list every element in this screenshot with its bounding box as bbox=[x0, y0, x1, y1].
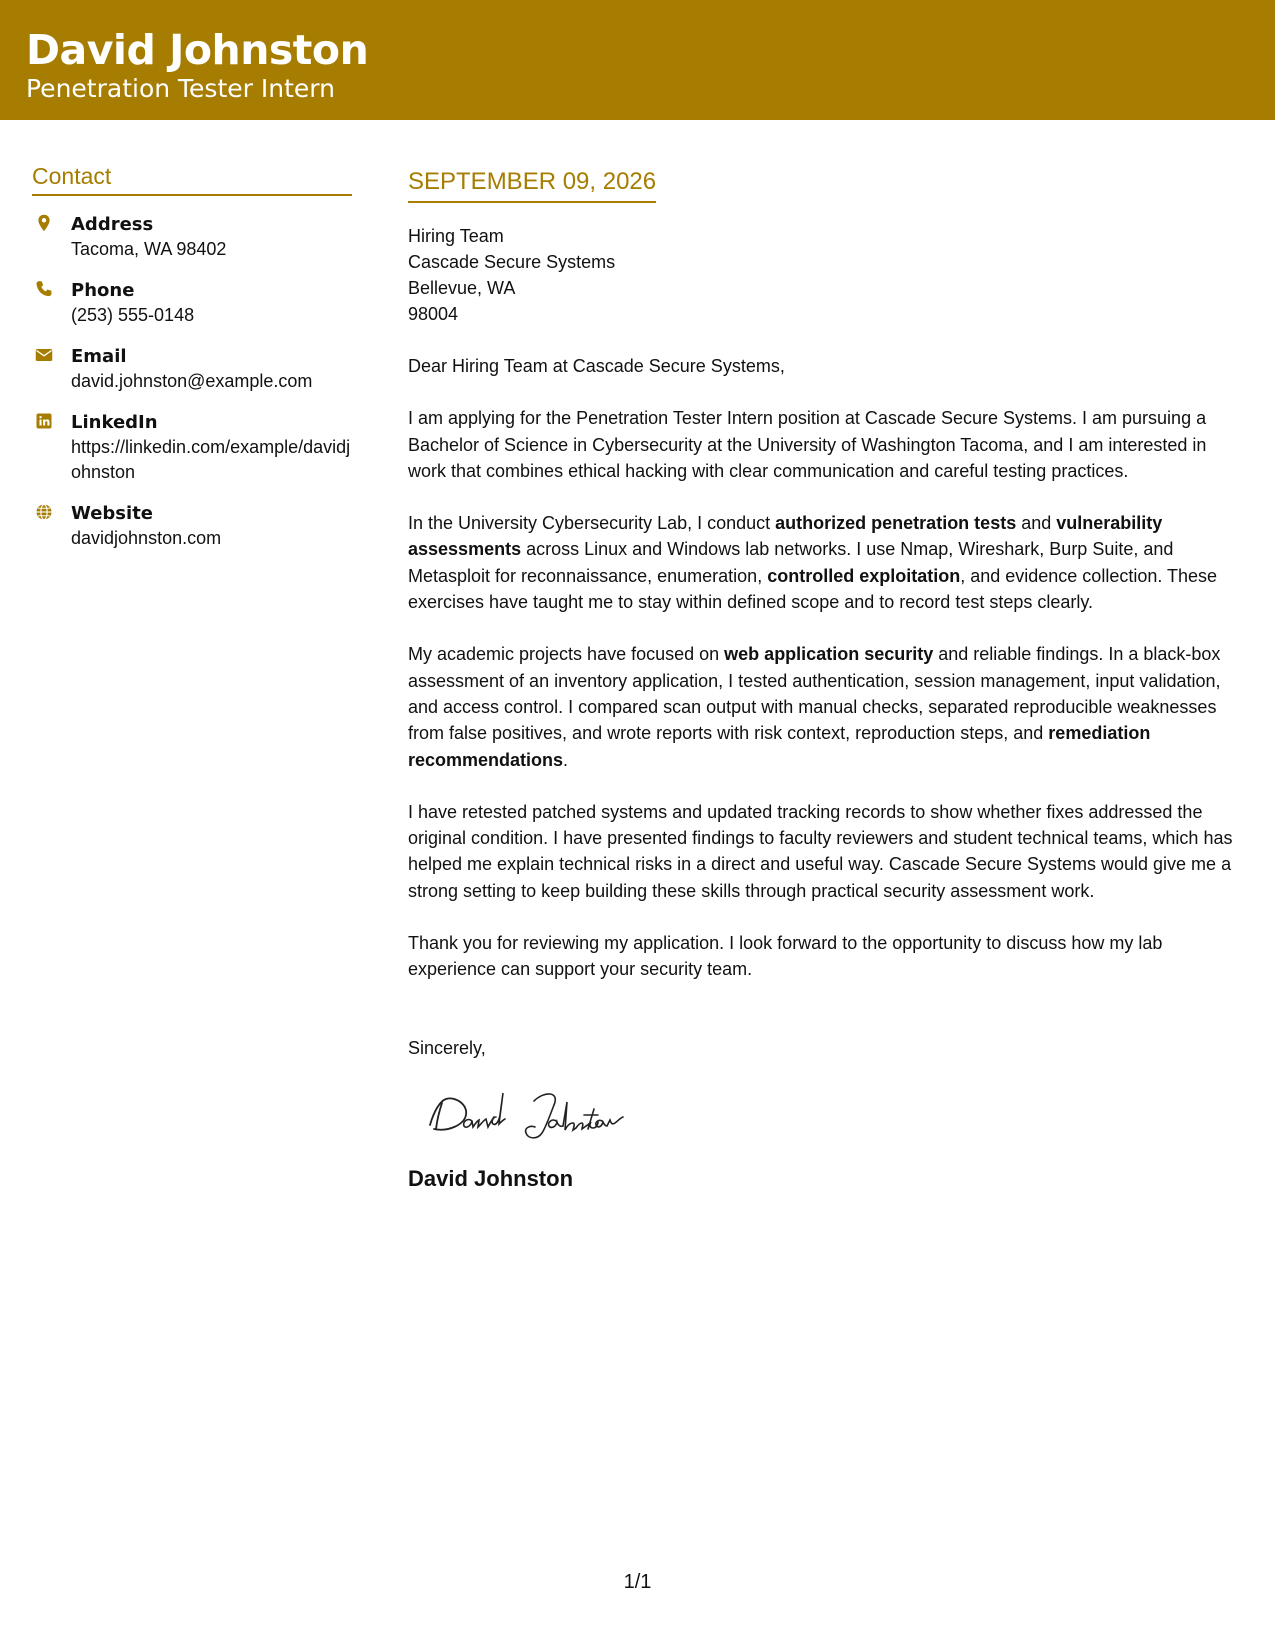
signer-name: David Johnston bbox=[408, 1166, 574, 1192]
envelope-icon bbox=[35, 346, 53, 364]
contact-label: Address bbox=[71, 214, 154, 235]
salutation: Dear Hiring Team at Cascade Secure Systems, bbox=[408, 356, 785, 376]
emphasized-text: web application security bbox=[724, 644, 934, 665]
contact-linkedin bbox=[32, 410, 352, 485]
letter-paragraph bbox=[408, 799, 1248, 904]
contact-phone bbox=[32, 278, 352, 328]
emphasized-text: remediation recommendations bbox=[408, 723, 1151, 770]
map-pin-icon bbox=[35, 214, 53, 232]
contact-value: https://linkedin.com/example/davidjohnston bbox=[71, 437, 351, 482]
letter-date: SEPTEMBER 09, 2026 bbox=[408, 164, 656, 203]
contact-sidebar bbox=[32, 160, 352, 551]
letter-paragraph bbox=[408, 405, 1248, 484]
contact-label: Website bbox=[71, 503, 154, 524]
globe-icon bbox=[35, 503, 53, 521]
paragraph-text: In the University Cybersecurity Lab, I conduct bbox=[408, 513, 776, 534]
phone-icon bbox=[35, 280, 53, 298]
contact-value: (253) 555-0148 bbox=[71, 305, 195, 325]
paragraph-text: . bbox=[563, 749, 569, 770]
emphasized-text: authorized penetration tests bbox=[775, 513, 1017, 534]
letter-body bbox=[408, 164, 1248, 1194]
page-header bbox=[0, 0, 1275, 120]
contact-label: Email bbox=[71, 346, 127, 367]
paragraph-text: and bbox=[1016, 513, 1057, 534]
recipient-line: 98004 bbox=[408, 304, 459, 324]
letter-paragraph bbox=[408, 510, 1248, 615]
contact-label: LinkedIn bbox=[71, 412, 158, 433]
letter-paragraph bbox=[408, 930, 1248, 983]
closing: Sincerely, bbox=[408, 1037, 486, 1058]
recipient-line: Hiring Team bbox=[408, 226, 504, 246]
applicant-name: David Johnston bbox=[26, 26, 369, 74]
emphasized-text: controlled exploitation bbox=[767, 565, 961, 586]
recipient-line: Bellevue, WA bbox=[408, 278, 516, 298]
contact-value: david.johnston@example.com bbox=[71, 371, 313, 391]
page-number: 1/1 bbox=[623, 1571, 652, 1593]
applicant-role: Penetration Tester Intern bbox=[26, 74, 335, 103]
paragraph-text: My academic projects have focused on bbox=[408, 644, 725, 665]
paragraph-text: I am applying for the Penetration Tester Intern position at Cascade Secure Systems. I am pursuing a Bachelor of Science in Cybersecurity at the University of Washington Tacoma, and I am interested in work that combines ethical hacking with clear communication and careful testing practices. bbox=[408, 408, 1207, 481]
contact-website bbox=[32, 501, 352, 551]
contact-address bbox=[32, 212, 352, 262]
paragraph-text: , and evidence collection. These exercises have taught me to stay within defined scope and to record test steps clearly. bbox=[408, 565, 1218, 613]
contact-heading: Contact bbox=[32, 160, 352, 196]
letter-paragraph bbox=[408, 641, 1248, 772]
recipient-line: Cascade Secure Systems bbox=[408, 252, 616, 272]
contact-email bbox=[32, 344, 352, 394]
handwritten-signature bbox=[416, 1077, 676, 1147]
contact-value: davidjohnston.com bbox=[71, 528, 222, 548]
linkedin-icon bbox=[35, 412, 53, 430]
recipient-block bbox=[408, 223, 1248, 327]
letter-paragraphs bbox=[408, 405, 1248, 982]
emphasized-text: vulnerability assessments bbox=[408, 513, 1163, 560]
paragraph-text: Thank you for reviewing my application. I look forward to the opportunity to discuss how my lab experience can support your security team. bbox=[408, 933, 1163, 980]
paragraph-text: I have retested patched systems and updated tracking records to show whether fixes addressed the original condition. I have presented findings to faculty reviewers and student technical teams, which has helped me explain technical risks in a direct and useful way. Cascade Secure Systems would give me a strong setting to keep building these skills through practical security assessment work. bbox=[408, 801, 1233, 901]
contact-label: Phone bbox=[71, 280, 135, 301]
paragraph-text: and reliable findings. In a black-box assessment of an inventory application, I tested authentication, session management, input validation, and access control. I compared scan output with manual checks, separated reproducible weaknesses from false positives, and wrote reports with risk context, reproduction steps, and bbox=[408, 644, 1221, 744]
paragraph-text: across Linux and Windows lab networks. I use Nmap, Wireshark, Burp Suite, and Metasploit for reconnaissance, enumeration, bbox=[408, 539, 1174, 586]
contact-value: Tacoma, WA 98402 bbox=[71, 239, 227, 259]
